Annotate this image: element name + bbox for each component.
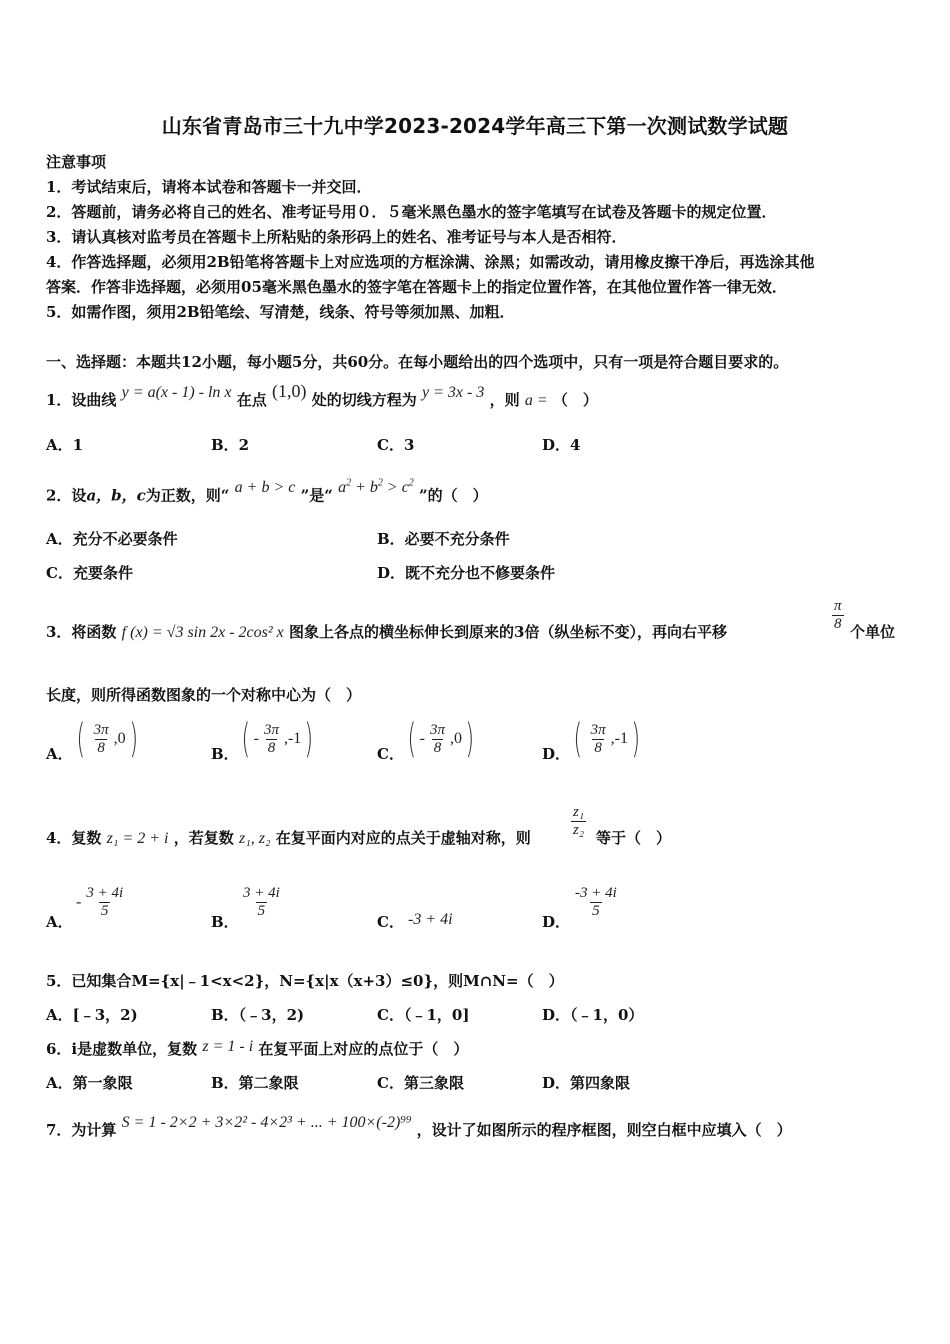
q6-option-a[interactable]: A．第一象限: [46, 1074, 133, 1092]
q3-option-a-label[interactable]: A．: [46, 745, 73, 763]
q6-option-d[interactable]: D．第四象限: [542, 1074, 631, 1092]
q2-option-b[interactable]: B．必要不充分条件: [377, 530, 510, 548]
q3-option-c-value[interactable]: ( - $\frac{3\pi}{8}$ ,0 ): [407, 716, 475, 762]
q4-option-a-label[interactable]: A．: [46, 913, 73, 931]
q2-option-a[interactable]: A．充分不必要条件: [46, 530, 178, 548]
question-1: [46, 381, 598, 413]
q1-option-b[interactable]: B．2: [211, 436, 250, 454]
q1-option-d[interactable]: D．4: [542, 436, 581, 454]
q7-sum-expr: S = 1 - 2×2 + 3×2² - 4×2³ + ... + 100×(-2)⁹⁹: [121, 1114, 412, 1131]
q2-stem-b: 为正数，则“: [145, 486, 230, 505]
q3-option-a-value[interactable]: ( $\frac{3\pi}{8}$ ,0 ): [76, 716, 138, 762]
q1-stem-d: ，则: [489, 391, 520, 409]
q4-option-b-value[interactable]: $\frac{3 + 4i}{5}$: [243, 885, 280, 919]
notice-item-4-cont: 答案．作答非选择题，必须用05毫米黑色墨水的签字笔在答题卡上的指定位置作答，在其他位置作答一律无效．: [46, 278, 787, 296]
q4-z1-expr: z₁ = 2 + i: [106, 830, 169, 847]
q2-stem-a: 2．设: [46, 486, 87, 505]
notice-heading: 注意事项: [46, 153, 107, 171]
q4-option-d-label[interactable]: D．: [542, 913, 571, 931]
q2-vars: a，b，c: [86, 486, 146, 505]
q6-option-c[interactable]: C．第三象限: [377, 1074, 464, 1092]
q4-option-d-value[interactable]: $\frac{-3 + 4i}{5}$: [575, 885, 617, 919]
q3-stem-d: 长度，则所得函数图象的一个对称中心为（ ）: [46, 686, 362, 704]
q2-stem-c: ”是“: [300, 486, 333, 505]
question-6: [46, 1037, 468, 1062]
q2-expr-1: a + b > c: [234, 479, 296, 497]
q1-stem-b: 在点: [236, 391, 267, 409]
question-5: 5．已知集合M={x|﹣1<x<2}，N={x|x（x+3）≤0}，则M∩N=（ ）: [46, 972, 564, 990]
notice-item-2: 2．答题前，请务必将自己的姓名、准考证号用０．５毫米黑色墨水的签字笔填写在试卷及答题卡的规定位置．: [46, 203, 777, 221]
q3-option-c-label[interactable]: C．: [377, 745, 404, 763]
q4-stem-a: 4．复数: [46, 829, 102, 847]
q6-expr: z = 1 - i: [202, 1038, 254, 1055]
q1-line-expr: y = 3x - 3: [422, 384, 485, 401]
question-4: [46, 826, 531, 851]
q3-option-d-value[interactable]: ( $\frac{3\pi}{8}$ ,-1 ): [573, 716, 641, 762]
notice-item-5: 5．如需作图，须用2B铅笔绘、写清楚，线条、符号等须加黑、加粗．: [46, 303, 515, 321]
notice-item-4: 4．作答选择题，必须用2B铅笔将答题卡上对应选项的方框涂满、涂黑；如需改动，请用橡皮擦干净后，再选涂其他: [46, 253, 815, 271]
exam-title: 山东省青岛市三十九中学2023-2024学年高三下第一次测试数学试题: [161, 114, 789, 138]
q4-option-b-label[interactable]: B．: [211, 913, 239, 931]
q5-option-d[interactable]: D．（﹣1，0）: [542, 1006, 644, 1024]
notice-item-1: 1．考试结束后，请将本试卷和答题卡一并交回．: [46, 178, 372, 196]
q5-option-c[interactable]: C．（﹣1，0]: [377, 1006, 470, 1024]
q1-curve-expr: y = a(x - 1) - ln x: [121, 384, 232, 401]
q3-function-expr: f (x) = √3 sin 2x - 2cos² x: [121, 624, 284, 641]
question-3: [46, 620, 727, 645]
q3-option-b-label[interactable]: B．: [211, 745, 239, 763]
q1-option-c[interactable]: C．3: [377, 436, 415, 454]
q4-option-c-value[interactable]: -3 + 4i: [408, 911, 453, 928]
q1-stem-e: （ ）: [552, 391, 598, 409]
q3-stem-a: 3．将函数: [46, 623, 117, 641]
q2-option-c[interactable]: C．充要条件: [46, 564, 133, 582]
q3-option-d-label[interactable]: D．: [542, 745, 571, 763]
q4-stem-c: 在复平面内对应的点关于虚轴对称，则: [275, 829, 531, 847]
q7-stem-b: ，设计了如图所示的程序框图，则空白框中应填入（ ）: [416, 1121, 792, 1139]
q1-stem-c: 处的切线方程为: [311, 391, 417, 409]
q6-stem-a: 6．i是虚数单位，复数: [46, 1040, 198, 1058]
q1-option-a[interactable]: A．1: [46, 436, 84, 454]
q5-option-a[interactable]: A．[﹣3，2): [46, 1006, 138, 1024]
q4-ratio-fraction: $\frac{\text{z₁}}{\text{z₂}}$: [573, 804, 585, 838]
q4-option-c-label[interactable]: C．: [377, 913, 404, 931]
notice-item-3: 3．请认真核对监考员在答题卡上所粘贴的条形码上的姓名、准考证号与本人是否相符．: [46, 228, 627, 246]
question-2: [46, 480, 488, 508]
q1-point: (1,0): [272, 381, 307, 401]
q3-option-b-value[interactable]: ( - $\frac{3\pi}{8}$ ,-1 ): [241, 716, 314, 762]
q1-stem-a: 1．设曲线: [46, 391, 117, 409]
q4-stem-d: 等于（ ）: [596, 829, 672, 847]
q7-stem-a: 7．为计算: [46, 1121, 117, 1139]
q3-stem-c: 个单位: [850, 623, 896, 641]
q6-option-b[interactable]: B．第二象限: [211, 1074, 299, 1092]
q3-stem-b: 图象上各点的横坐标伸长到原来的3倍（纵坐标不变），再向右平移: [289, 623, 727, 641]
q4-z-pair: z₁, z₂: [238, 830, 271, 847]
q6-stem-b: 在复平面上对应的点位于（ ）: [258, 1040, 469, 1058]
q4-option-a-value[interactable]: - $\frac{3 + 4i}{5}$: [76, 885, 124, 919]
q2-stem-d: ”的（ ）: [419, 486, 488, 505]
q2-option-d[interactable]: D．既不充分也不修要条件: [377, 564, 556, 582]
question-7: [46, 1114, 792, 1143]
q5-option-b[interactable]: B．（﹣3，2): [211, 1006, 305, 1024]
q3-shift-fraction: $\frac{\pi}{8}$: [834, 598, 842, 632]
q4-stem-b: ，若复数: [173, 829, 234, 847]
q1-a-expr: a =: [524, 392, 548, 409]
section-heading: 一、选择题：本题共12小题，每小题5分，共60分。在每小题给出的四个选项中，只有一项是符合题目要求的。: [46, 353, 789, 371]
q2-expr-2: $a^2 + b^2 > c^2$: [338, 478, 414, 497]
